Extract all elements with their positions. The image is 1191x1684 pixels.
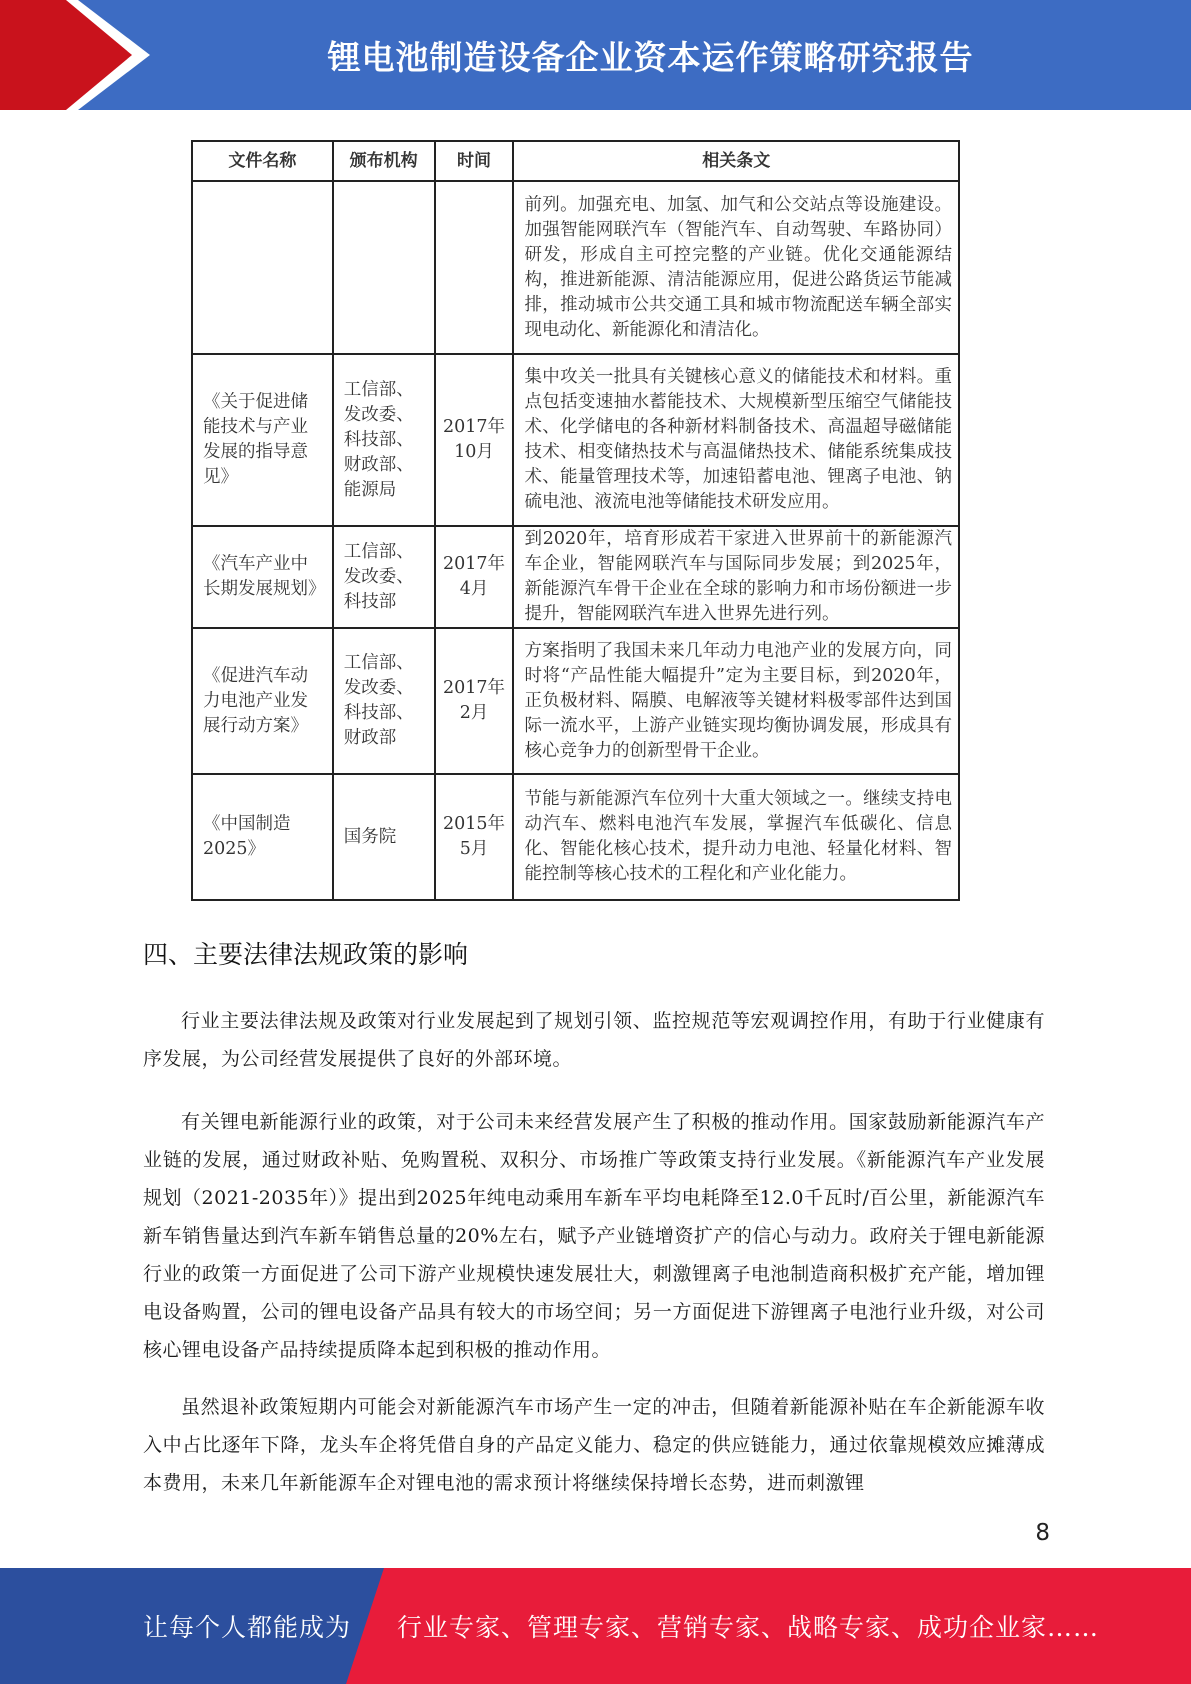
cell-provisions: 到2020年，培育形成若干家进入世界前十的新能源汽车企业，智能网联汽车与国际同步发展；到2025年，新能源汽车骨干企业在全球的影响力和市场份额进一步提升，智能网联汽车进入世界先进行列。 [513, 526, 959, 628]
header-arrow-graphic [0, 0, 160, 110]
column-header-issuer: 颁布机构 [333, 141, 435, 181]
column-header-provisions: 相关条文 [513, 141, 959, 181]
table-row [192, 181, 959, 354]
cell-issuer [333, 181, 435, 354]
cell-date [435, 181, 514, 354]
table-row [192, 354, 959, 526]
cell-document: 《促进汽车动力电池产业发展行动方案》 [192, 628, 333, 774]
cell-date: 2015年5月 [435, 774, 514, 900]
table-row [192, 774, 959, 900]
page-header [0, 0, 1191, 110]
section-heading: 四、主要法律法规政策的影响 [143, 940, 469, 969]
body-paragraph: 有关锂电新能源行业的政策，对于公司未来经营发展产生了积极的推动作用。国家鼓励新能源汽车产业链的发展，通过财政补贴、免购置税、双积分、市场推广等政策支持行业发展。《新能源汽车产业发展规划（2021-2035年）》提出到2025年纯电动乘用车新车平均电耗降至12.0千瓦时/百公里，新能源汽车新车销售量达到汽车新车销售总量的20%左右，赋予产业链增资扩产的信心与动力。政府关于锂电新能源行业的政策一方面促进了公司下游产业规模快速发展壮大，刺激锂离子电池制造商积极扩充产能，增加锂电设备购置，公司的锂电设备产品具有较大的市场空间；另一方面促进下游锂离子电池行业升级，对公司核心锂电设备产品持续提质降本起到积极的推动作用。 [143, 1111, 1045, 1361]
cell-document: 《中国制造2025》 [192, 774, 333, 900]
report-title: 锂电池制造设备企业资本运作策略研究报告 [327, 37, 974, 77]
cell-issuer: 国务院 [333, 774, 435, 900]
table-row [192, 526, 959, 628]
cell-document: 《汽车产业中长期发展规划》 [192, 526, 333, 628]
footer-slogan-left: 让每个人都能成为 [143, 1613, 352, 1642]
cell-document: 《关于促进储能技术与产业发展的指导意见》 [192, 354, 333, 526]
cell-issuer: 工信部、发改委、科技部 [333, 526, 435, 628]
policy-table [191, 140, 960, 901]
cell-date: 2017年4月 [435, 526, 514, 628]
cell-issuer: 工信部、发改委、科技部、财政部、能源局 [333, 354, 435, 526]
cell-date: 2017年2月 [435, 628, 514, 774]
page-footer [0, 1568, 1191, 1684]
cell-provisions: 方案指明了我国未来几年动力电池产业的发展方向，同时将“产品性能大幅提升”定为主要目标，到2020年，正负极材料、隔膜、电解液等关键材料极零部件达到国际一流水平，上游产业链实现均衡协调发展，形成具有核心竞争力的创新型骨干企业。 [513, 628, 959, 774]
column-header-document: 文件名称 [192, 141, 333, 181]
cell-provisions: 节能与新能源汽车位列十大重大领域之一。继续支持电动汽车、燃料电池汽车发展，掌握汽车低碳化、信息化、智能化核心技术，提升动力电池、轻量化材料、智能控制等核心技术的工程化和产业化能力。 [513, 774, 959, 900]
table-row [192, 628, 959, 774]
page-number: 8 [1035, 1520, 1050, 1546]
cell-provisions: 集中攻关一批具有关键核心意义的储能技术和材料。重点包括变速抽水蓄能技术、大规模新型压缩空气储能技术、化学储电的各种新材料制备技术、高温超导磁储能技术、相变储热技术与高温储热技术、储能系统集成技术、能量管理技术等，加速铅蓄电池、锂离子电池、钠硫电池、液流电池等储能技术研发应用。 [513, 354, 959, 526]
column-header-date: 时间 [435, 141, 514, 181]
table-header-row [192, 141, 959, 181]
cell-date: 2017年10月 [435, 354, 514, 526]
cell-issuer: 工信部、发改委、科技部、财政部 [333, 628, 435, 774]
cell-provisions: 前列。加强充电、加氢、加气和公交站点等设施建设。加强智能网联汽车（智能汽车、自动驾驶、车路协同）研发，形成自主可控完整的产业链。优化交通能源结构，推进新能源、清洁能源应用，促进公路货运节能减排，推动城市公共交通工具和城市物流配送车辆全部实现电动化、新能源化和清洁化。 [513, 181, 959, 354]
cell-document [192, 181, 333, 354]
body-paragraph: 行业主要法律法规及政策对行业发展起到了规划引领、监控规范等宏观调控作用，有助于行业健康有序发展，为公司经营发展提供了良好的外部环境。 [143, 1010, 1045, 1070]
footer-slogan-right: 行业专家、管理专家、营销专家、战略专家、成功企业家…… [397, 1613, 1100, 1642]
body-paragraph: 虽然退补政策短期内可能会对新能源汽车市场产生一定的冲击，但随着新能源补贴在车企新能源车收入中占比逐年下降，龙头车企将凭借自身的产品定义能力、稳定的供应链能力，通过依靠规模效应摊薄成本费用，未来几年新能源车企对锂电池的需求预计将继续保持增长态势，进而刺激锂 [143, 1396, 1045, 1494]
